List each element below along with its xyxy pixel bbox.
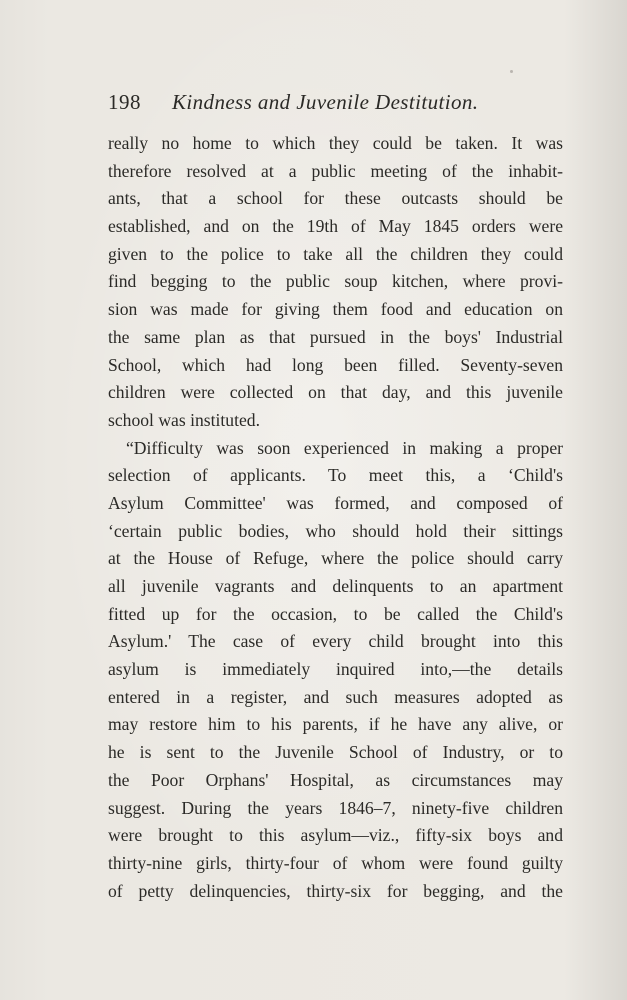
text-line: School, which had long been filled. Seventy-seven (108, 354, 563, 375)
text-line: given to the police to take all the children they could (108, 243, 563, 264)
text-line: suggest. During the years 1846–7, ninety-five children (108, 797, 563, 818)
text-line: the same plan as that pursued in the boys' Industrial (108, 326, 563, 347)
text-line: really no home to which they could be taken. It was (108, 133, 563, 153)
text-line: entered in a register, and such measures adopted as (108, 686, 563, 707)
text-line: children were collected on that day, and this juvenile (108, 382, 563, 403)
text-line: Asylum.' The case of every child brought into this (108, 631, 563, 652)
text-line: sion was made for giving them food and education on (108, 299, 563, 320)
text-line: therefore resolved at a public meeting of the inhabit- (108, 160, 563, 181)
paragraph-start-line: “Difficulty was soon experienced in making a proper (126, 437, 563, 458)
page-number: 198 (108, 90, 141, 114)
text-line: Asylum Committee' was formed, and composed of (108, 492, 563, 513)
text-line: thirty-nine girls, thirty-four of whom were found guilty (108, 852, 563, 873)
page-header (108, 90, 563, 120)
text-line: selection of applicants. To meet this, a ‘Child's (108, 465, 563, 486)
text-line: all juvenile vagrants and delinquents to an apartment (108, 576, 563, 596)
body-text (108, 130, 563, 905)
text-line: asylum is immediately inquired into,—the details (108, 659, 563, 680)
running-title: Kindness and Juvenile Destitution. (172, 90, 479, 114)
text-line: may restore him to his parents, if he have any alive, or (108, 714, 563, 735)
paper-blemish (510, 70, 513, 73)
text-line: find begging to the public soup kitchen, where provi- (108, 271, 563, 292)
text-line: the Poor Orphans' Hospital, as circumstances may (108, 769, 563, 790)
text-line: at the House of Refuge, where the police should carry (108, 548, 563, 569)
text-line: he is sent to the Juvenile School of Industry, or to (108, 742, 563, 763)
text-line: of petty delinquencies, thirty-six for begging, and the (108, 880, 563, 901)
text-line: ants, that a school for these outcasts should be (108, 188, 563, 209)
text-line: were brought to this asylum—viz., fifty-six boys and (108, 825, 563, 846)
text-line: established, and on the 19th of May 1845 orders were (108, 216, 563, 237)
text-line: fitted up for the occasion, to be called the Child's (108, 603, 563, 624)
paragraph-end-line: school was instituted. (108, 409, 260, 430)
text-line: ‘certain public bodies, who should hold their sittings (108, 520, 563, 541)
